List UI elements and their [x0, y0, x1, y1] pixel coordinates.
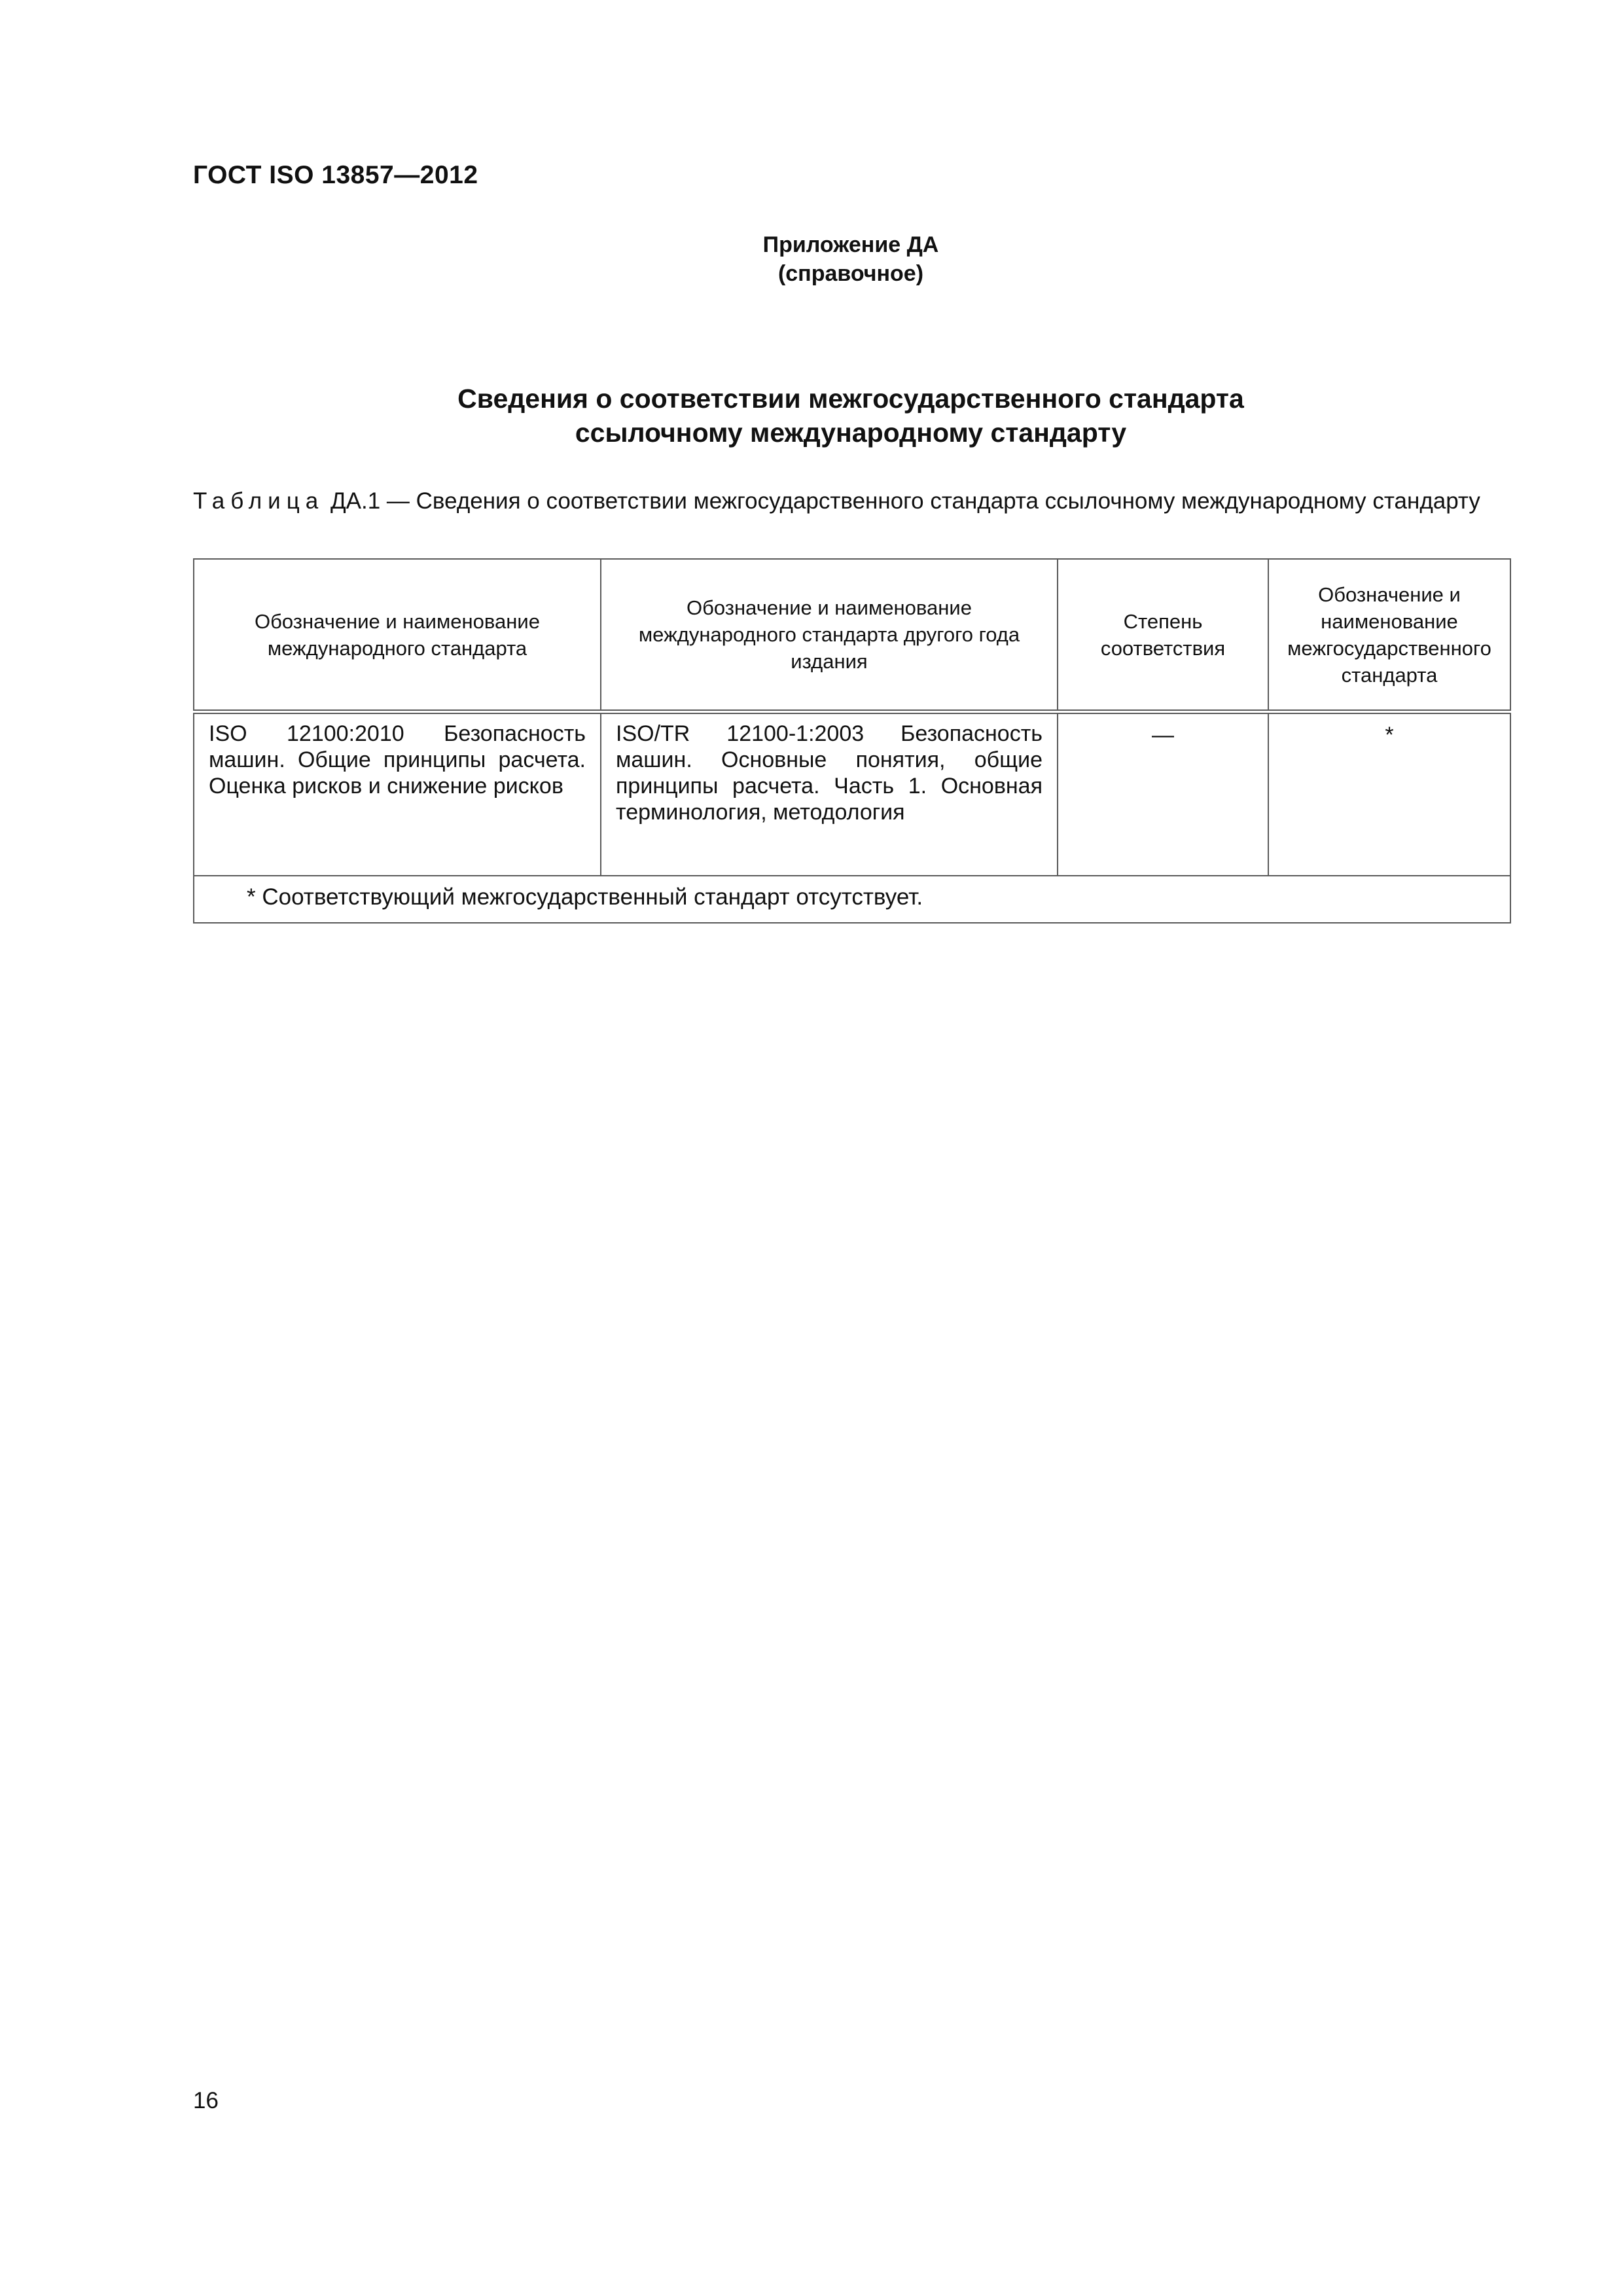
table-footnote-row [194, 876, 1510, 923]
table-row [194, 712, 1510, 876]
page-number: 16 [193, 2088, 219, 2113]
cell-other-year-standard: ISO/TR 12100-1:2003 Безопасность машин. Основные понятия, общие принципы расчета. Часть 1. Основная терминология, методология [601, 712, 1058, 876]
section-title [262, 382, 1440, 450]
header-international-standard: Обозначение и наименование международного стандарта [194, 559, 601, 712]
table-caption-label: Таблица [193, 488, 325, 514]
appendix-title: Приложение ДА [762, 232, 939, 257]
section-title-line-1: Сведения о соответствии межгосударственного стандарта [457, 384, 1244, 414]
header-compliance-degree: Степень соответствия [1058, 559, 1268, 712]
appendix-kind: (справочное) [777, 261, 924, 286]
table-caption-text: ДА.1 — Сведения о соответствии межгосударственного стандарта ссылочному международному стандарту [330, 488, 1480, 514]
compliance-table [193, 558, 1511, 924]
cell-international-standard: ISO 12100:2010 Безопасность машин. Общие принципы расчета. Оценка рисков и снижение рисков [194, 712, 601, 876]
table-header-row [194, 559, 1510, 712]
table-footnote: * Соответствующий межгосударственный стандарт отсутствует. [194, 876, 1510, 923]
header-other-year-standard: Обозначение и наименование международного стандарта другого года издания [601, 559, 1058, 712]
table-caption [193, 487, 1508, 515]
cell-compliance-degree: — [1058, 712, 1268, 876]
appendix-heading [654, 230, 1047, 288]
document-code: ГОСТ ISO 13857—2012 [193, 161, 478, 189]
cell-interstate-standard: * [1268, 712, 1510, 876]
section-title-line-2: ссылочному международному стандарту [575, 418, 1127, 448]
header-interstate-standard: Обозначение и наименование межгосударственного стандарта [1268, 559, 1510, 712]
